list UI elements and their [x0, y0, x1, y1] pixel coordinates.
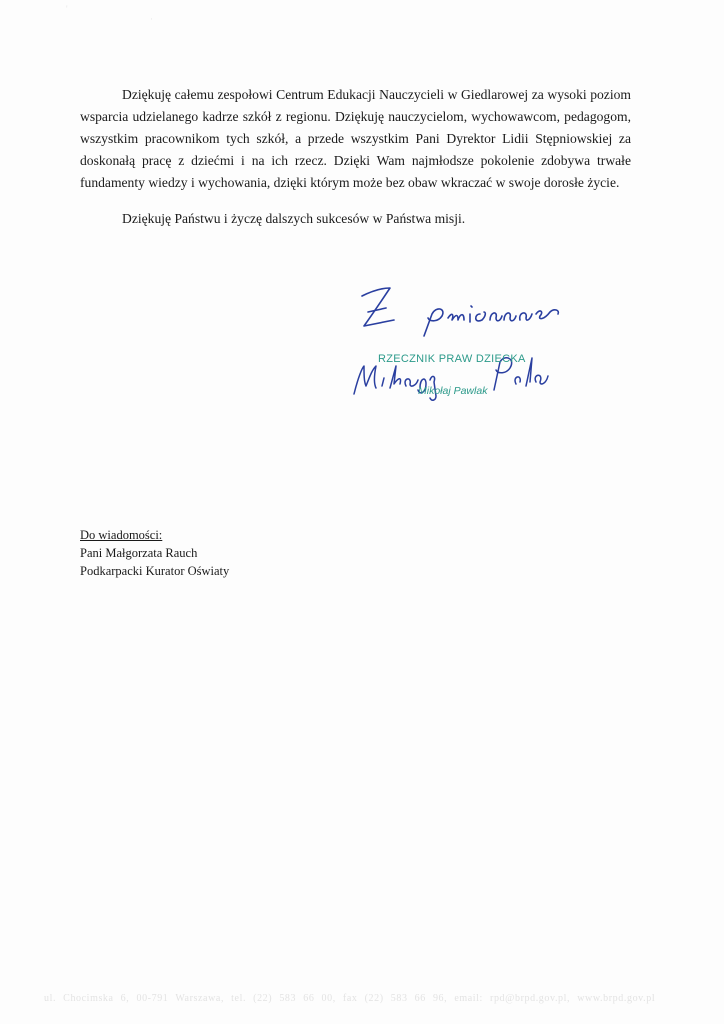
handwritten-signature [340, 278, 580, 418]
cc-recipient-name: Pani Małgorzata Rauch [80, 546, 198, 560]
footer-contact: ul. Chocimska 6, 00-791 Warszawa, tel. (22) 583 66 00, fax (22) 583 66 96, email: rpd@brpd.gov.pl, www.brpd.gov.pl [44, 993, 656, 1004]
cc-heading: Do wiadomości: [80, 528, 163, 542]
scan-artifact: · [150, 14, 153, 24]
letter-body [80, 84, 631, 230]
cc-recipient-title: Podkarpacki Kurator Oświaty [80, 564, 230, 578]
stamp-title: RZECZNIK PRAW DZIECKA [378, 353, 526, 365]
stamp-name: Mikołaj Pawlak [418, 385, 488, 397]
cc-block [80, 526, 229, 580]
paragraph-thanks: Dziękuję całemu zespołowi Centrum Edukacji Nauczycieli w Giedlarowej za wysoki poziom wsparcia udzielanego kadrze szkół z regionu. Dziękuję nauczycielom, wychowawcom, pedagogom, wszystkim pracownikom tych szkół, a przede wszystkim Pani Dyrektor Lidii Stępniowskiej za doskonałą pracę z dziećmi i na ich rzecz. Dzięki Wam najmłodsze pokolenie zdobywa trwałe fundamenty wiedzy i wychowania, dzięki którym może bez obaw wkraczać w swoje dorosłe życie. [80, 87, 631, 190]
paragraph-wishes: Dziękuję Państwu i życzę dalszych sukcesów w Państwa misji. [122, 211, 466, 226]
scan-artifact: ' [66, 4, 68, 14]
